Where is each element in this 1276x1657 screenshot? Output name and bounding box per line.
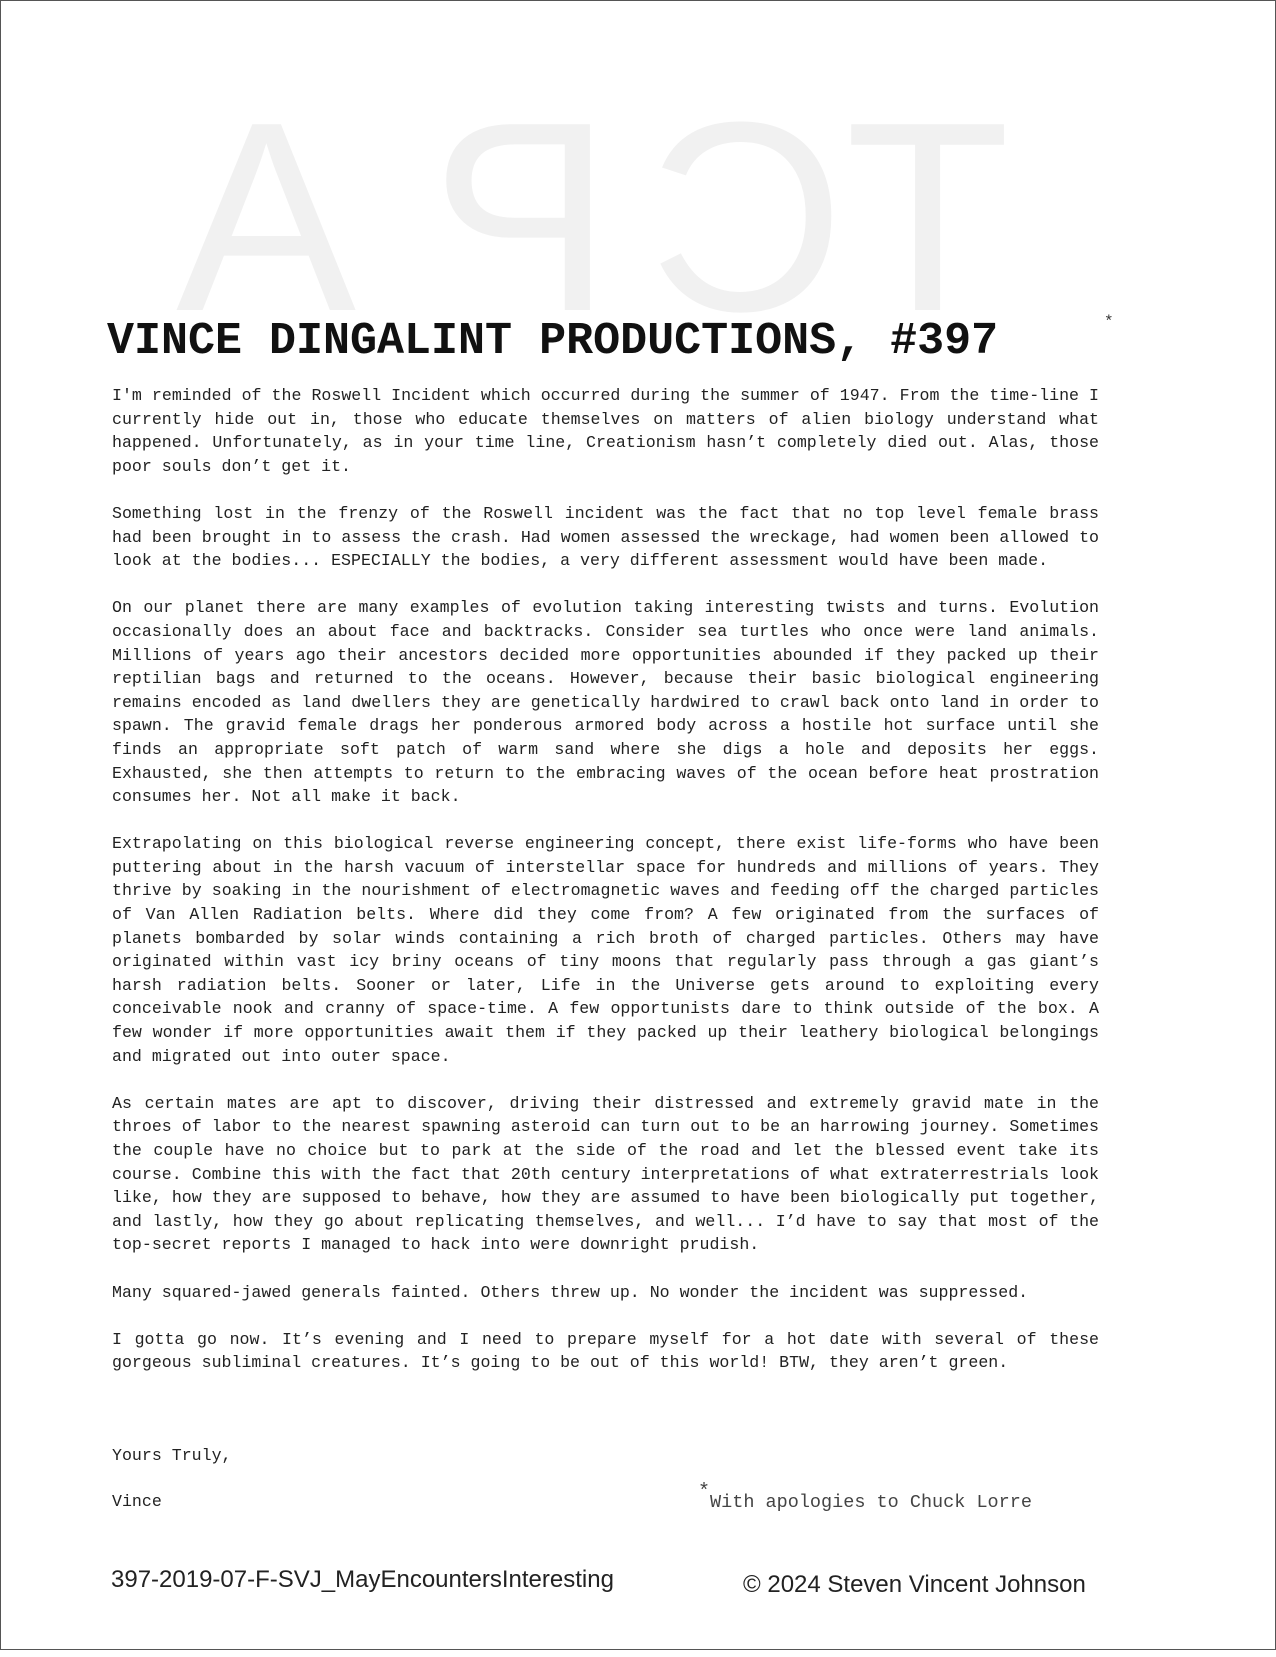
copyright-notice: © 2024 Steven Vincent Johnson bbox=[743, 1571, 1086, 1598]
watermark-letter-t: T bbox=[845, 67, 1049, 368]
apology-asterisk: * bbox=[698, 1481, 711, 1504]
paragraph-space-lifeforms: Extrapolating on this biological reverse engineering concept, there exist life-forms who have been puttering about in the harsh vacuum of interstellar space for hundreds and millions of years. They thrive by soaking in the nourishment of electromagnetic waves and feeding off the charged particles of Van Allen Radiation belts. Where did they come from? A few originated from the surfaces of planets bombarded by solar winds containing a rich broth of charged particles. Others may have originated within vast icy briny oceans of tiny moons that regularly pass through a gas giant’s harsh radiation belts. Sooner or later, Life in the Universe gets around to exploiting every conceivable nook and cranny of space-time. A few opportunists dare to think outside of the box. A few wonder if more opportunities await them if they packed up their leathery biological belongings and migrated out into outer space. bbox=[112, 834, 1099, 1066]
apology-text: With apologies to Chuck Lorre bbox=[710, 1492, 1032, 1513]
paragraph-mates: As certain mates are apt to discover, driving their distressed and extremely gravid mate in the throes of labor to the nearest spawning asteroid can turn out to be an harrowing journey. Sometimes the couple have no choice but to park at the side of the road and let the blessed event take its course. Combine this with the fact that 20th century interpretations of what extraterrestrials look like, how they are supposed to behave, how they are assumed to have been biologically put together, and lastly, how they go about replicating themselves, and well... I’d have to say that most of the top-secret reports I managed to hack into were downright prudish. bbox=[112, 1093, 1099, 1255]
file-identifier: 397-2019-07-F-SVJ_MayEncountersInteresting bbox=[111, 1566, 614, 1593]
paragraph-sea-turtles: On our planet there are many examples of evolution taking interesting twists and turns. Evolution occasionally does an about face and backtracks. Consider sea turtles who once were land animals. Millions of years ago their ancestors decided more opportunities abounded if they packed up their reptilian bags and returned to the oceans. However, because their basic biological engineering remains encoded as land dwellers they are genetically hardwired to crawl back onto land in order to spawn. The gravid female drags her ponderous armored body across a hostile hot surface until she finds an appropriate soft patch of warm sand where she digs a hole and deposits her eggs. Exhausted, she then attempts to return to the embracing waves of the ocean before heat prostration consumes her. Not all make it back. bbox=[112, 598, 1099, 807]
paragraph-generals: Many squared-jawed generals fainted. Others threw up. No wonder the incident was suppressed. bbox=[112, 1282, 1029, 1302]
watermark-letter-p: P bbox=[394, 67, 613, 368]
closing-salutation: Yours Truly, bbox=[112, 1446, 232, 1465]
paragraph-hot-date: I gotta go now. It’s evening and I need to prepare myself for a hot date with several of these gorgeous subliminal creatures. It’s going to be out of this world! BTW, they aren’t green. bbox=[112, 1329, 1099, 1373]
apology-note bbox=[698, 1481, 1032, 1514]
signature: Vince bbox=[112, 1492, 162, 1511]
paragraph-roswell: I'm reminded of the Roswell Incident which occurred during the summer of 1947. From the time-line I currently hide out in, those who educate themselves on matters of alien biology understand what happened. Unfortunately, as in your time line, Creationism hasn’t completely died out. Alas, those poor souls don’t get it. bbox=[112, 386, 1099, 476]
paragraph-female-brass: Something lost in the frenzy of the Roswell incident was the fact that no top level female brass had been brought in to assess the crash. Had women assessed the wreckage, had women been allowed to look at the bodies... ESPECIALLY the bodies, a very different assessment would have been made. bbox=[112, 503, 1099, 571]
page-title: VINCE DINGALINT PRODUCTIONS, #397 bbox=[107, 316, 999, 367]
letter-body bbox=[112, 384, 1099, 1399]
watermark-letter-a: A bbox=[176, 67, 395, 368]
watermark-letter-c: C bbox=[612, 67, 846, 368]
title-asterisk: * bbox=[1104, 313, 1114, 331]
watermark-logo bbox=[176, 67, 1049, 368]
